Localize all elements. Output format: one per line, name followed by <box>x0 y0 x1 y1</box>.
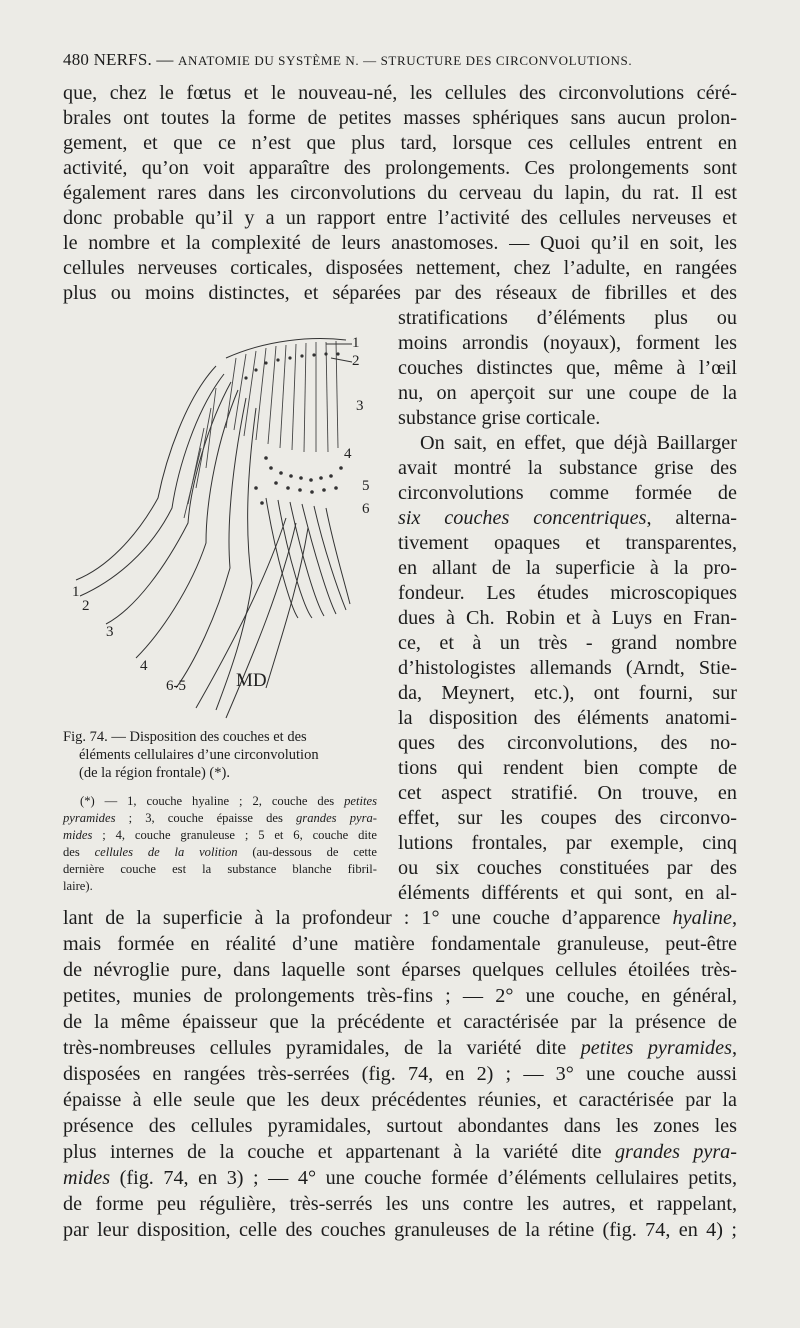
text-line: cet aspect stratifié. On trouve, en <box>398 782 737 804</box>
figure-label-left: 2 <box>82 598 90 614</box>
note-line: mides ; 4, couche granuleuse ; 5 et 6, couche dite <box>63 828 377 842</box>
text-line: ques des circonvolutions, des no- <box>398 732 737 754</box>
caption-line: (de la région frontale) (*). <box>79 765 230 781</box>
note-line: laire). <box>63 879 93 893</box>
italic-text: six couches concentriques <box>398 507 647 529</box>
figure-label-right: 5 <box>362 478 370 494</box>
text-line: la disposition des éléments anatomi- <box>398 707 737 729</box>
cortex-layers <box>184 341 338 518</box>
text-line: en allant de la superficie à la pro- <box>398 557 737 579</box>
running-header <box>63 50 743 70</box>
text-line: On sait, en effet, que déjà Baillarger <box>420 432 737 454</box>
text-line: que, chez le fœtus et le nouveau-né, les cellules des circonvolutions céré- <box>63 82 737 104</box>
header-section: NERFS. — <box>93 50 179 69</box>
text-line: cellules nerveuses corticales, disposées nettement, chez l’adulte, en rangées <box>63 257 737 279</box>
text-line: avait montré la substance grise des <box>398 457 737 479</box>
text-line: de névroglie pure, dans laquelle sont éparses quelques cellules étoilées très- <box>63 959 737 981</box>
text-line: ce, et à un très - grand nombre <box>398 632 737 654</box>
text-line: épaisse à elle seule que les deux précédentes réunies, et caractérisée par la <box>63 1089 737 1111</box>
text-line: substance grise corticale. <box>398 407 601 429</box>
text-line: de la même épaisseur que la précédente et caractérisée par la présence de <box>63 1011 737 1033</box>
text-line: mides (fig. 74, en 3) ; — 4° une couche formée d’éléments cellulaires petits, <box>63 1167 737 1189</box>
figure-label-md: MD <box>236 670 267 691</box>
text-line: nu, on aperçoit sur une coupe de la <box>398 382 737 404</box>
caption-line: Fig. 74. — Disposition des couches et des <box>63 729 307 745</box>
text-line: tions qui rendent bien compte de <box>398 757 737 779</box>
text-line: disposées en rangées très-serrées (fig. 74, en 2) ; — 3° une couche aussi <box>63 1063 737 1085</box>
text-line: stratifications d’éléments plus ou <box>398 307 737 329</box>
text-line: également rares dans les circonvolutions du cerveau du lapin, du rat. Il est <box>63 182 737 204</box>
text-line: gement, et que ce n’est que plus tard, lorsque ces cellules entrent en <box>63 132 737 154</box>
text-line: présence des cellules pyramidales, surtout abondantes dans les zones les <box>63 1115 737 1137</box>
note-line: dernière couche est la substance blanche fibril- <box>63 862 377 876</box>
text-line: petites, munies de prolongements très-fins ; — 2° une couche, en général, <box>63 985 737 1007</box>
caption-line: éléments cellulaires d’une circonvolution <box>79 747 319 763</box>
figure-label-right: 6 <box>362 501 370 517</box>
text-line: de forme peu régulière, très-serrés les uns contre les autres, et rappelant, <box>63 1193 737 1215</box>
page-number: 480 <box>63 50 90 69</box>
figure-label-left: 1 <box>72 584 80 600</box>
text-line: circonvolutions comme formée de <box>398 482 737 504</box>
text-line: brales ont toutes la forme de petites masses sphériques sans aucun prolon- <box>63 107 737 129</box>
note-line: (*) — 1, couche hyaline ; 2, couche des petites <box>80 794 377 808</box>
figure-label-right: 4 <box>344 446 352 462</box>
text-line: da, Meynert, etc.), ont fourni, sur <box>398 682 737 704</box>
figure-label-right: 1 <box>352 335 360 351</box>
text-line: fondeur. Les études microscopiques <box>398 582 737 604</box>
figure-label-left: 3 <box>106 624 114 640</box>
text-line: tivement opaques et transparentes, <box>398 532 737 554</box>
note-line: des cellules de la volition (au-dessous de cette <box>63 845 377 859</box>
figure-label-right: 2 <box>352 353 360 369</box>
text-line: plus ou moins distinctes, et séparées par des réseaux de fibrilles et des <box>63 282 737 304</box>
text-line: effet, sur les coupes des circonvo- <box>398 807 737 829</box>
text-line: moins arrondis (noyaux), forment les <box>398 332 737 354</box>
text-line: le nombre et la complexité de leurs anastomoses. — Quoi qu’il en soit, les <box>63 232 737 254</box>
text-line: d’histologistes allemands (Arndt, Stie- <box>398 657 737 679</box>
text-line: activité, qu’on voit apparaître des prolongements. Ces prolongements sont <box>63 157 737 179</box>
text-line: mais formée en réalité d’une matière fondamentale granuleuse, peut-être <box>63 933 737 955</box>
figure-illustration <box>76 339 350 718</box>
text-line: éléments différents et qui sont, en al- <box>398 882 737 904</box>
text-line: donc probable qu’il y a un rapport entre l’activité des cellules nerveuses et <box>63 207 737 229</box>
figure-label-left: 4 <box>140 658 148 674</box>
text-line: par leur disposition, celle des couches granuleuses de la rétine (fig. 74, en 4) ; <box>63 1219 737 1241</box>
text-line: lutions frontales, par exemple, cinq <box>398 832 737 854</box>
text-line: couches distinctes que, même à l’œil <box>398 357 737 379</box>
text-line: ou six couches constituées par des <box>398 857 737 879</box>
cell-dots <box>244 352 342 504</box>
text-line: lant de la superficie à la profondeur : 1° une couche d’apparence hyaline, <box>63 907 737 929</box>
figure-label-left: 6-5 <box>166 678 186 694</box>
figure-label-right: 3 <box>356 398 364 414</box>
circonvolution-figure <box>66 318 382 728</box>
header-title: ANATOMIE DU SYSTÈME N. — STRUCTURE DES CIRCONVOLUTIONS. <box>178 53 633 68</box>
note-line: pyramides ; 3, couche épaisse des grandes pyra- <box>63 811 377 825</box>
text-line: très-nombreuses cellules pyramidales, de la variété dite petites pyramides, <box>63 1037 737 1059</box>
text-line: plus internes de la couche et appartenant à la variété dite grandes pyra- <box>63 1141 737 1163</box>
text-line: dues à Ch. Robin et à Luys en Fran- <box>398 607 737 629</box>
text-line: six couches concentriques, alterna- <box>398 507 737 529</box>
